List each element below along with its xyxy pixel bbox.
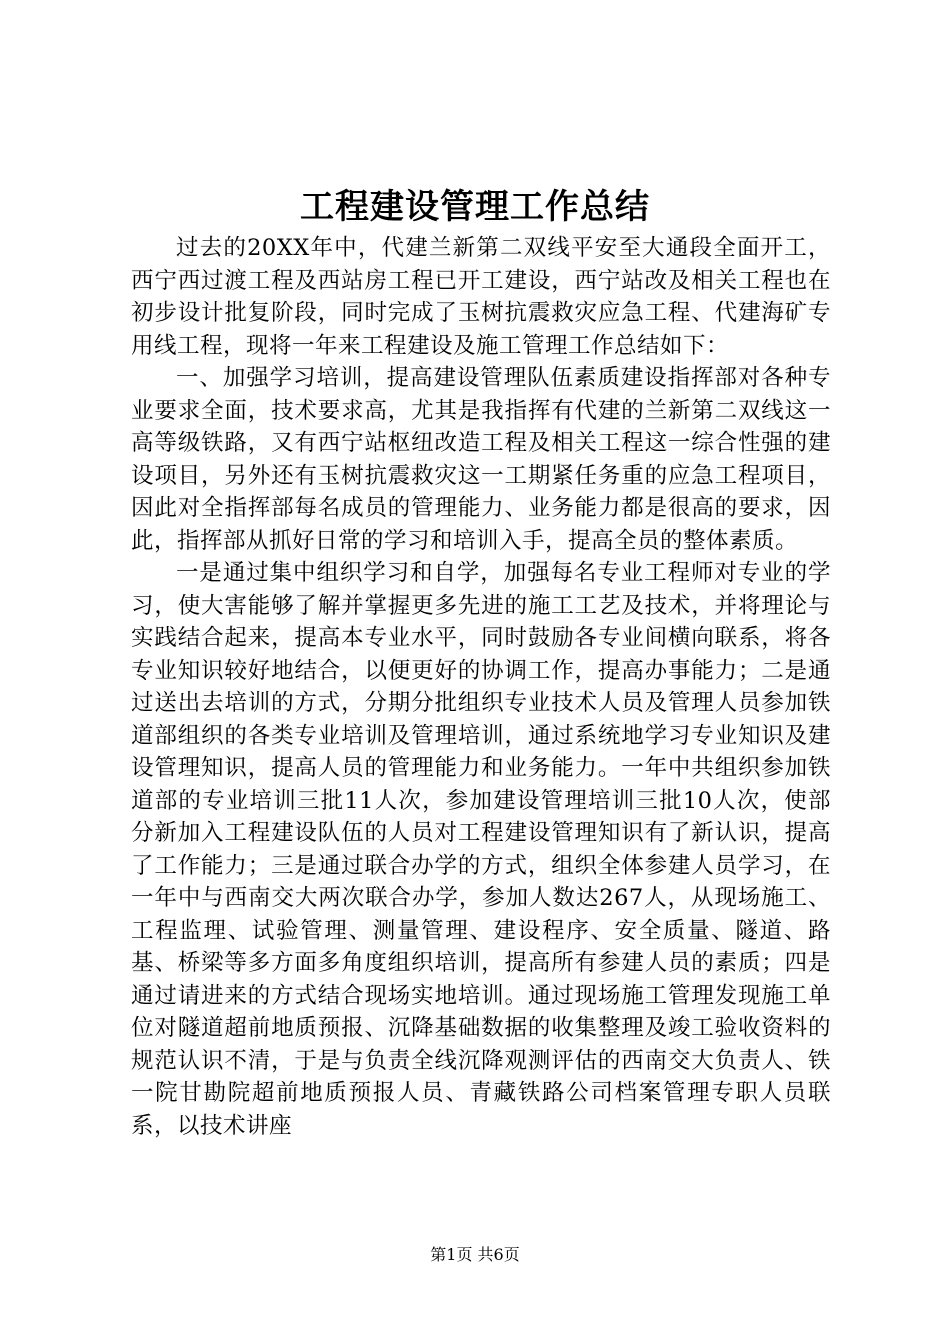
document-title: 工程建设管理工作总结 (300, 187, 650, 227)
document-body (131, 232, 831, 1142)
paragraph-section-one: 一、加强学习培训，提高建设管理队伍素质建设指挥部对各种专业要求全面，技术要求高，尤其是我指挥有代建的兰新第二双线这一高等级铁路，又有西宁站枢纽改造工程及相关工程这一综合性强的建设项目，另外还有玉树抗震救灾这一工期紧任务重的应急工程项目，因此对全指挥部每名成员的管理能力、业务能力都是很高的要求，因此，指挥部从抓好日常的学习和培训入手，提高全员的整体素质。 (131, 365, 831, 554)
paragraph-intro: 过去的20XX年中，代建兰新第二双线平安至大通段全面开工，西宁西过渡工程及西站房工程已开工建设，西宁站改及相关工程也在初步设计批复阶段，同时完成了玉树抗震救灾应急工程、代建海矿专用线工程，现将一年来工程建设及施工管理工作总结如下： (131, 235, 831, 359)
page-footer: 第1页 共6页 (430, 1245, 520, 1264)
paragraph-training-details: 一是通过集中组织学习和自学，加强每名专业工程师对专业的学习，使大害能够了解并掌握更多先进的施工工艺及技术，并将理论与实践结合起来，提高本专业水平，同时鼓励各专业间横向联系，将各专业知识较好地结合，以便更好的协调工作，提高办事能力；二是通过送出去培训的方式，分期分批组织专业技术人员及管理人员参加铁道部组织的各类专业培训及管理培训，通过系统地学习专业知识及建设管理知识，提高人员的管理能力和业务能力。一年中共组织参加铁道部的专业培训三批11人次，参加建设管理培训三批10人次，使部分新加入工程建设队伍的人员对工程建设管理知识有了新认识，提高了工作能力；三是通过联合办学的方式，组织全体参建人员学习，在一年中与西南交大两次联合办学，参加人数达267人，从现场施工、工程监理、试验管理、测量管理、建设程序、安全质量、隧道、路基、桥梁等多方面多角度组织培训，提高所有参建人员的素质；四是通过请进来的方式结合现场实地培训。通过现场施工管理发现施工单位对隧道超前地质预报、沉降基础数据的收集整理及竣工验收资料的规范认识不清，于是与负责全线沉降观测评估的西南交大负责人、铁一院甘勘院超前地质预报人员、青藏铁路公司档案管理专职人员联系，以技术讲座 (131, 560, 831, 1139)
